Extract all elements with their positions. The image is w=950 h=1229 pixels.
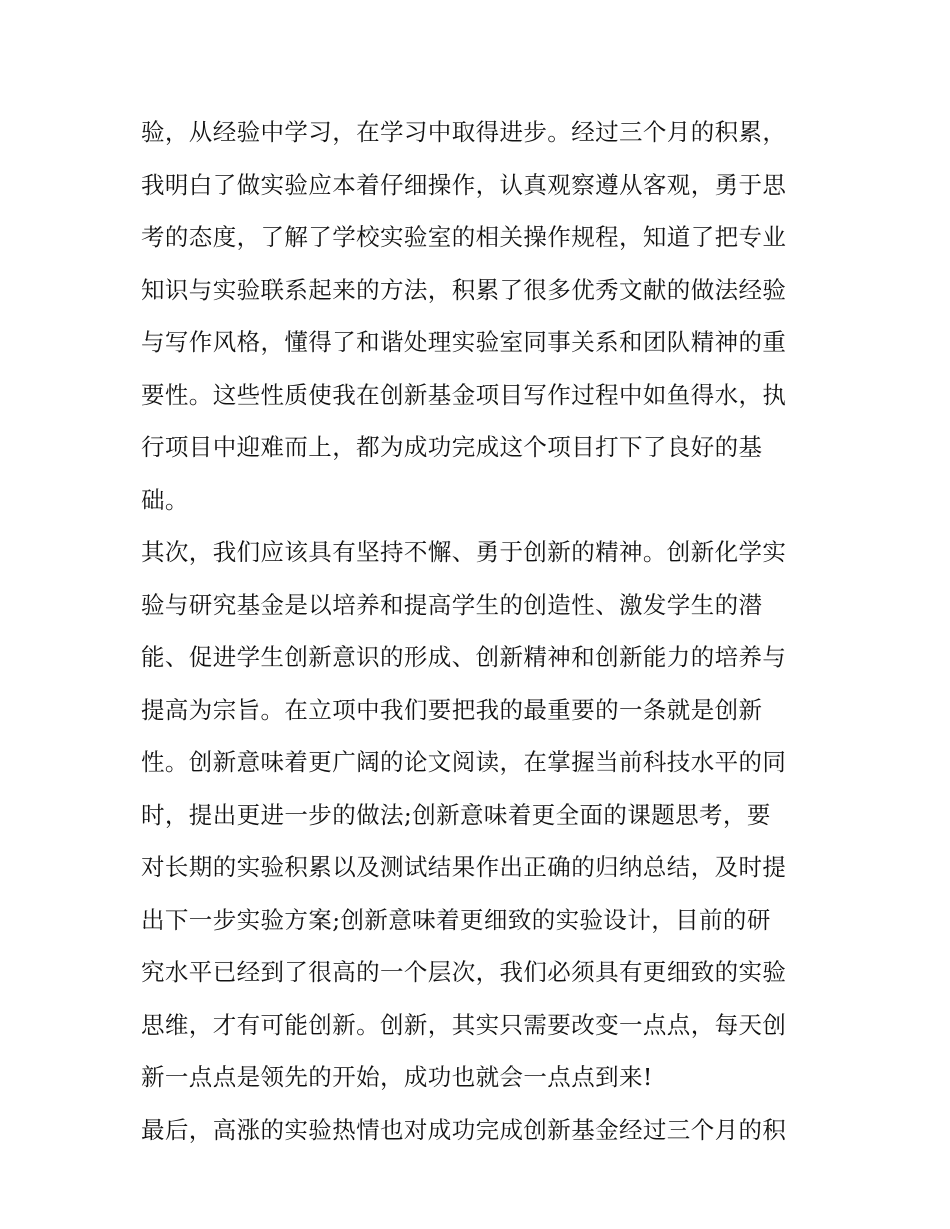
text-line: 能、促进学生创新意识的形成、创新精神和创新能力的培养与: [141, 643, 787, 671]
text-line: 知识与实验联系起来的方法，积累了很多优秀文献的做法经验: [141, 275, 787, 304]
text-line: 与写作风格，懂得了和谐处理实验室同事关系和团队精神的重: [141, 328, 787, 356]
text-line: 础。: [141, 485, 189, 514]
text-line: 最后，高涨的实验热情也对成功完成创新基金经过三个月的积: [141, 1115, 787, 1144]
text-line: 时，提出更进一步的做法;创新意味着更全面的课题思考，要: [141, 800, 771, 829]
text-line: 验，从经验中学习，在学习中取得进步。经过三个月的积累，: [141, 118, 787, 146]
text-line: 出下一步实验方案;创新意味着更细致的实验设计，目前的研: [141, 905, 771, 934]
text-line: 究水平已经到了很高的一个层次，我们必须具有更细致的实验: [141, 958, 787, 986]
text-line: 要性。这些性质使我在创新基金项目写作过程中如鱼得水，执: [141, 380, 787, 409]
text-line: 验与研究基金是以培养和提高学生的创造性、激发学生的潜: [141, 590, 763, 619]
text-line: 性。创新意味着更广阔的论文阅读，在掌握当前科技水平的同: [141, 748, 787, 776]
text-line: 思维，才有可能创新。创新，其实只需要改变一点点，每天创: [141, 1010, 787, 1039]
text-line: 我明白了做实验应本着仔细操作，认真观察遵从客观，勇于思: [141, 170, 787, 199]
body-text: [141, 106, 813, 1156]
text-line: 考的态度，了解了学校实验室的相关操作规程，知道了把专业: [141, 223, 787, 251]
text-line: 其次，我们应该具有坚持不懈、勇于创新的精神。创新化学实: [141, 538, 787, 566]
text-line: 提高为宗旨。在立项中我们要把我的最重要的一条就是创新: [141, 695, 763, 724]
text-line: 新一点点是领先的开始，成功也就会一点点到来!: [141, 1063, 653, 1091]
text-line: 对长期的实验积累以及测试结果作出正确的归纳总结，及时提: [141, 853, 787, 881]
text-line: 行项目中迎难而上，都为成功完成这个项目打下了良好的基: [141, 433, 763, 461]
